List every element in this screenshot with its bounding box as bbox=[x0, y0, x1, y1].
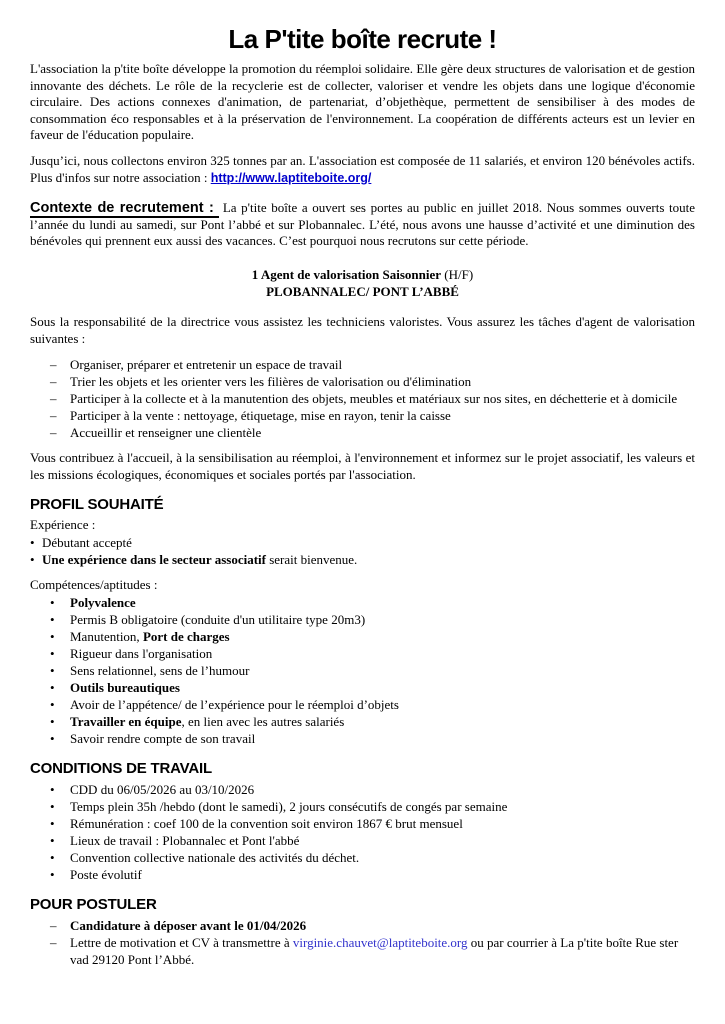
conditions-section-heading: CONDITIONS DE TRAVAIL bbox=[30, 759, 212, 777]
bullet-marker: • bbox=[50, 594, 55, 610]
list-item-content bbox=[70, 781, 695, 798]
context-paragraph bbox=[30, 200, 695, 250]
list-item bbox=[30, 551, 695, 568]
profile-section-heading: PROFIL SOUHAITÉ bbox=[30, 496, 164, 514]
job-location: PLOBANNALEC/ PONT L’ABBÉ bbox=[266, 283, 459, 299]
bullet-marker: • bbox=[50, 815, 55, 831]
job-title: 1 Agent de valorisation Saisonnier bbox=[251, 266, 442, 282]
list-item-text: Une expérience dans le secteur associatif bbox=[42, 551, 266, 567]
list-item-text: Outils bureautiques bbox=[70, 679, 180, 695]
bullet-marker: – bbox=[50, 391, 57, 407]
list-item-content bbox=[70, 424, 695, 441]
list-item-content bbox=[42, 534, 695, 551]
list-item-text: Sens relationnel, sens de l’humour bbox=[70, 662, 250, 678]
context-heading: Contexte de recrutement : bbox=[30, 200, 219, 218]
website-link[interactable]: http://www.laptiteboite.org/ bbox=[210, 170, 372, 185]
list-item-content bbox=[70, 696, 695, 713]
list-item bbox=[30, 628, 695, 645]
list-item-content bbox=[70, 390, 695, 407]
list-item bbox=[30, 373, 695, 390]
mission-outro: Vous contribuez à l'accueil, à la sensibilisation au réemploi, à l'environnement et informez sur le projet associatif, les valeurs et les missions écologiques, économiques et sociales portés par l'association. bbox=[30, 450, 695, 482]
list-item-content bbox=[70, 713, 695, 730]
list-item-text: Avoir de l’appétence/ de l’expérience pour le réemploi d’objets bbox=[70, 696, 399, 712]
list-item-content bbox=[70, 798, 695, 815]
list-item-text: Lettre de motivation et CV à transmettre à bbox=[70, 934, 293, 950]
intro-paragraph-2 bbox=[30, 153, 695, 186]
bullet-marker: – bbox=[50, 934, 57, 950]
list-item-text: Candidature à déposer avant le 01/04/2026 bbox=[70, 917, 307, 933]
list-item-text: Polyvalence bbox=[70, 594, 136, 610]
list-item-content bbox=[70, 815, 695, 832]
bullet-marker: • bbox=[30, 534, 35, 550]
list-item-content bbox=[70, 628, 695, 645]
conditions-list bbox=[30, 781, 695, 883]
page-title: La P'tite boîte recrute ! bbox=[228, 24, 497, 54]
bullet-marker: – bbox=[50, 374, 57, 390]
list-item bbox=[30, 713, 695, 730]
apply-list bbox=[30, 917, 695, 968]
bullet-marker: – bbox=[50, 357, 57, 373]
list-item-content bbox=[70, 645, 695, 662]
list-item-content bbox=[70, 917, 695, 934]
list-item bbox=[30, 696, 695, 713]
bullet-marker: • bbox=[50, 645, 55, 661]
list-item-text: Rigueur dans l'organisation bbox=[70, 645, 213, 661]
list-item-text: Débutant accepté bbox=[42, 534, 132, 550]
list-item bbox=[30, 781, 695, 798]
list-item bbox=[30, 679, 695, 696]
list-item-content bbox=[70, 373, 695, 390]
bullet-marker: – bbox=[50, 408, 57, 424]
bullet-marker: • bbox=[50, 849, 55, 865]
list-item bbox=[30, 662, 695, 679]
bullet-marker: – bbox=[50, 425, 57, 441]
intro-paragraph-2-text: Jusqu’ici, nous collectons environ 325 tonnes par an. L'association est composée de 11 salariés, et environ 120 bénévoles actifs. Plus d'infos sur notre association : bbox=[30, 152, 695, 185]
list-item-text: Temps plein 35h /hebdo (dont le samedi), 2 jours consécutifs de congés par semaine bbox=[70, 798, 508, 814]
list-item bbox=[30, 934, 695, 968]
list-item-text: Trier les objets et les orienter vers les filières de valorisation ou d'élimination bbox=[70, 374, 472, 390]
list-item-content bbox=[70, 730, 695, 747]
list-item-content bbox=[70, 679, 695, 696]
list-item-text: Manutention, bbox=[70, 628, 143, 644]
bullet-marker: • bbox=[50, 679, 55, 695]
list-item bbox=[30, 730, 695, 747]
list-item-text: Convention collective nationale des activités du déchet. bbox=[70, 849, 360, 865]
list-item-content bbox=[70, 849, 695, 866]
job-title-block bbox=[30, 266, 695, 300]
list-item-text: , en lien avec les autres salariés bbox=[181, 713, 345, 729]
list-item-content bbox=[70, 594, 695, 611]
list-item-content bbox=[70, 611, 695, 628]
tasks-list bbox=[30, 356, 695, 441]
list-item-content bbox=[70, 662, 695, 679]
list-item-content bbox=[70, 832, 695, 849]
list-item-text: Participer à la vente : nettoyage, étiquetage, mise en rayon, tenir la caisse bbox=[70, 408, 451, 424]
bullet-marker: • bbox=[50, 628, 55, 644]
list-item-text: Port de charges bbox=[142, 628, 230, 644]
context-text: La p'tite boîte a ouvert ses portes au public en juillet 2018. Nous sommes ouverts toute l’année du lundi au samedi, sur Pont l’abbé et sur Plobannalec. L’été, nous avons une hausse d’activité et une diminution des bénévoles qui prennent eux aussi des vacances. C’est pourquoi nous recrutons sur cette période. bbox=[30, 200, 695, 249]
list-item-content bbox=[70, 356, 695, 373]
job-title-suffix: (H/F) bbox=[441, 266, 474, 282]
list-item-text: Accueillir et renseigner une clientèle bbox=[70, 425, 262, 441]
skills-list bbox=[30, 594, 695, 747]
list-item bbox=[30, 832, 695, 849]
job-title-line bbox=[30, 266, 695, 283]
experience-list bbox=[30, 534, 695, 568]
bullet-marker: – bbox=[50, 917, 57, 933]
list-item-text: Lieux de travail : Plobannalec et Pont l'abbé bbox=[70, 832, 300, 848]
bullet-marker: • bbox=[50, 781, 55, 797]
list-item bbox=[30, 849, 695, 866]
bullet-marker: • bbox=[30, 551, 35, 567]
list-item-text: Savoir rendre compte de son travail bbox=[70, 730, 256, 746]
list-item-text: Organiser, préparer et entretenir un espace de travail bbox=[70, 357, 343, 373]
bullet-marker: • bbox=[50, 662, 55, 678]
list-item bbox=[30, 356, 695, 373]
list-item-text: Rémunération : coef 100 de la convention soit environ 1867 € brut mensuel bbox=[70, 815, 463, 831]
experience-label: Expérience : bbox=[30, 517, 96, 533]
list-item bbox=[30, 390, 695, 407]
bullet-marker: • bbox=[50, 832, 55, 848]
list-item-text: ou par courrier à La p'tite boîte Rue ster vad 29120 Pont l’Abbé. bbox=[70, 934, 679, 967]
list-item bbox=[30, 815, 695, 832]
list-item bbox=[30, 407, 695, 424]
list-item bbox=[30, 424, 695, 441]
list-item bbox=[30, 594, 695, 611]
list-item bbox=[30, 611, 695, 628]
email-link[interactable]: virginie.chauvet@laptiteboite.org bbox=[292, 934, 468, 950]
intro-paragraph-1: L'association la p'tite boîte développe la promotion du réemploi solidaire. Elle gère deux structures de valorisation et de gestion innovante des déchets. Le rôle de la recyclerie est de collecter, valoriser et vendre les objets dans une logique d'économie circulaire. Des actions connexes d'animation, de partenariat, d’objethèque, permettent de sensibiliser à des modes de consommation éco responsables et à la préservation de l'environnement. La coopération de différents acteurs est un levier en faveur de l'éducation populaire. bbox=[30, 61, 695, 143]
list-item bbox=[30, 917, 695, 934]
list-item bbox=[30, 798, 695, 815]
list-item-content bbox=[70, 934, 695, 968]
list-item bbox=[30, 645, 695, 662]
list-item-text: Permis B obligatoire (conduite d'un utilitaire type 20m3) bbox=[70, 611, 366, 627]
list-item-text: CDD du 06/05/2026 au 03/10/2026 bbox=[70, 781, 255, 797]
apply-section-heading: POUR POSTULER bbox=[30, 895, 157, 913]
list-item bbox=[30, 534, 695, 551]
list-item-text: serait bienvenue. bbox=[265, 551, 358, 567]
list-item-text: Participer à la collecte et à la manutention des objets, meubles et matériaux sur nos sites, en déchetterie et à domicile bbox=[70, 391, 678, 407]
bullet-marker: • bbox=[50, 730, 55, 746]
bullet-marker: • bbox=[50, 866, 55, 882]
bullet-marker: • bbox=[50, 798, 55, 814]
list-item-text: Poste évolutif bbox=[70, 866, 142, 882]
list-item-text: Travailler en équipe bbox=[70, 713, 182, 729]
bullet-marker: • bbox=[50, 696, 55, 712]
list-item-content bbox=[70, 866, 695, 883]
list-item bbox=[30, 866, 695, 883]
mission-intro: Sous la responsabilité de la directrice vous assistez les techniciens valoristes. Vous assurez les tâches d'agent de valorisation suivantes : bbox=[30, 313, 695, 346]
list-item-content bbox=[70, 407, 695, 424]
bullet-marker: • bbox=[50, 611, 55, 627]
bullet-marker: • bbox=[50, 713, 55, 729]
list-item-content bbox=[42, 551, 695, 568]
skills-label: Compétences/aptitudes : bbox=[30, 576, 158, 592]
